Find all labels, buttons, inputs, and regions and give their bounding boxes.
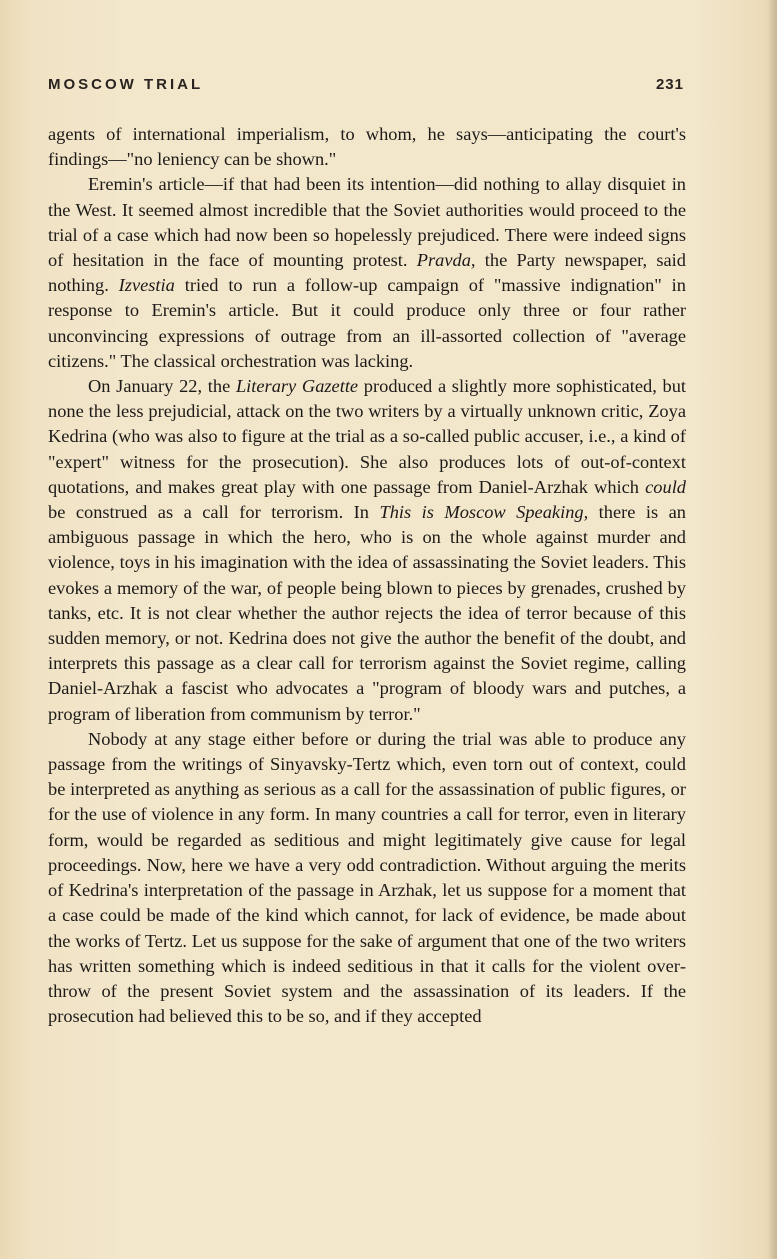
italic-pravda: Pravda, bbox=[416, 250, 476, 271]
paragraph-2-text-b: the Party newspaper, said nothing. bbox=[48, 250, 686, 296]
paragraph-4: Nobody at any stage either before or during the trial was able to produce any passage from the writings of Sinyavsky-Tertz which, even torn out of context, could be interpreted as anything as serious as a call for the assassination of public figures, or for the use of violence in any form. In many countries a call for terror, even in literary form, would be regarded as seditious and might legitimately give cause for legal proceedings. Now, here we have a very odd contradiction. Without arguing the merits of Kedrina's interpretation of the passage in Arzhak, let us suppose for a moment that a case could be made of the kind which cannot, for lack of evidence, be made about the works of Tertz. Let us suppose for the sake of argument that one of the two writers has written something which is indeed seditious in that it calls for the violent overthrow of the present Soviet system and the assassination of its leaders. If the prosecution had believed this to be so, and if they accepted bbox=[48, 728, 686, 1027]
paragraph-2-text-a: Eremin's article—if that had been its intention—did nothing to allay disquiet in the West. It seemed almost incredible that the Soviet authorities would proceed to the trial of a case which had now been so hopelessly prejudiced. There were indeed signs of hesitation in the face of mounting protest. bbox=[48, 174, 686, 271]
page-number: 231 bbox=[655, 76, 684, 93]
body-text bbox=[48, 122, 686, 1029]
paragraph-2-text-c: tried to run a follow-up campaign of "massive indignation" in response to Eremin's article. But it could produce only three or four rather unconvincing expressions of outrage from an ill-assorted collection of "average citizens." The classical orchestration was lacking. bbox=[48, 275, 686, 371]
page-edge-shadow bbox=[769, 0, 777, 1259]
italic-book-title: This is Moscow Speaking, bbox=[379, 502, 589, 523]
paragraph-1: agents of international imperialism, to whom, he says—anticipating the court's findings—"no leniency can be shown." bbox=[48, 124, 686, 170]
paragraph-3-text-c: be construed as a call for terrorism. In bbox=[48, 502, 380, 523]
italic-izvestia: Izvestia bbox=[118, 275, 175, 296]
chapter-title: MOSCOW TRIAL bbox=[48, 76, 204, 93]
paragraph-3-text-a: On January 22, the bbox=[88, 376, 236, 397]
italic-literary-gazette: Literary Gazette bbox=[235, 376, 359, 397]
italic-could: could bbox=[645, 476, 686, 497]
paragraph-3 bbox=[48, 374, 686, 727]
paragraph-2 bbox=[48, 172, 686, 374]
paragraph-3-text-d: there is an ambiguous passage in which the hero, who is on the whole against murder and violence, toys in his imagination with the idea of assassinating the Soviet leaders. This evokes a memory of the war, of people being blown to pieces by grenades, crushed by tanks, etc. It is not clear whether the author rejects the idea of terror because of this sudden memory, or not. Kedrina does not give the author the benefit of the doubt, and interprets this passage as a clear call for terrorism against the Soviet regime, calling Daniel-Arzhak a fascist who advocates a "program of bloody wars and putches, a program of liberation from communism by terror." bbox=[48, 502, 687, 724]
running-header bbox=[48, 76, 684, 100]
paragraph-3-text-b: produced a slightly more sophisticated, but none the less prejudicial, attack on the two writers by a virtually unknown critic, Zoya Kedrina (who was also to figure at the trial as a so-called public accuser, i.e., a kind of "expert" witness for the prosecution). She also produces lots of out-of-context quotations, and makes great play with one passage from Daniel-Arzhak which bbox=[48, 376, 687, 497]
